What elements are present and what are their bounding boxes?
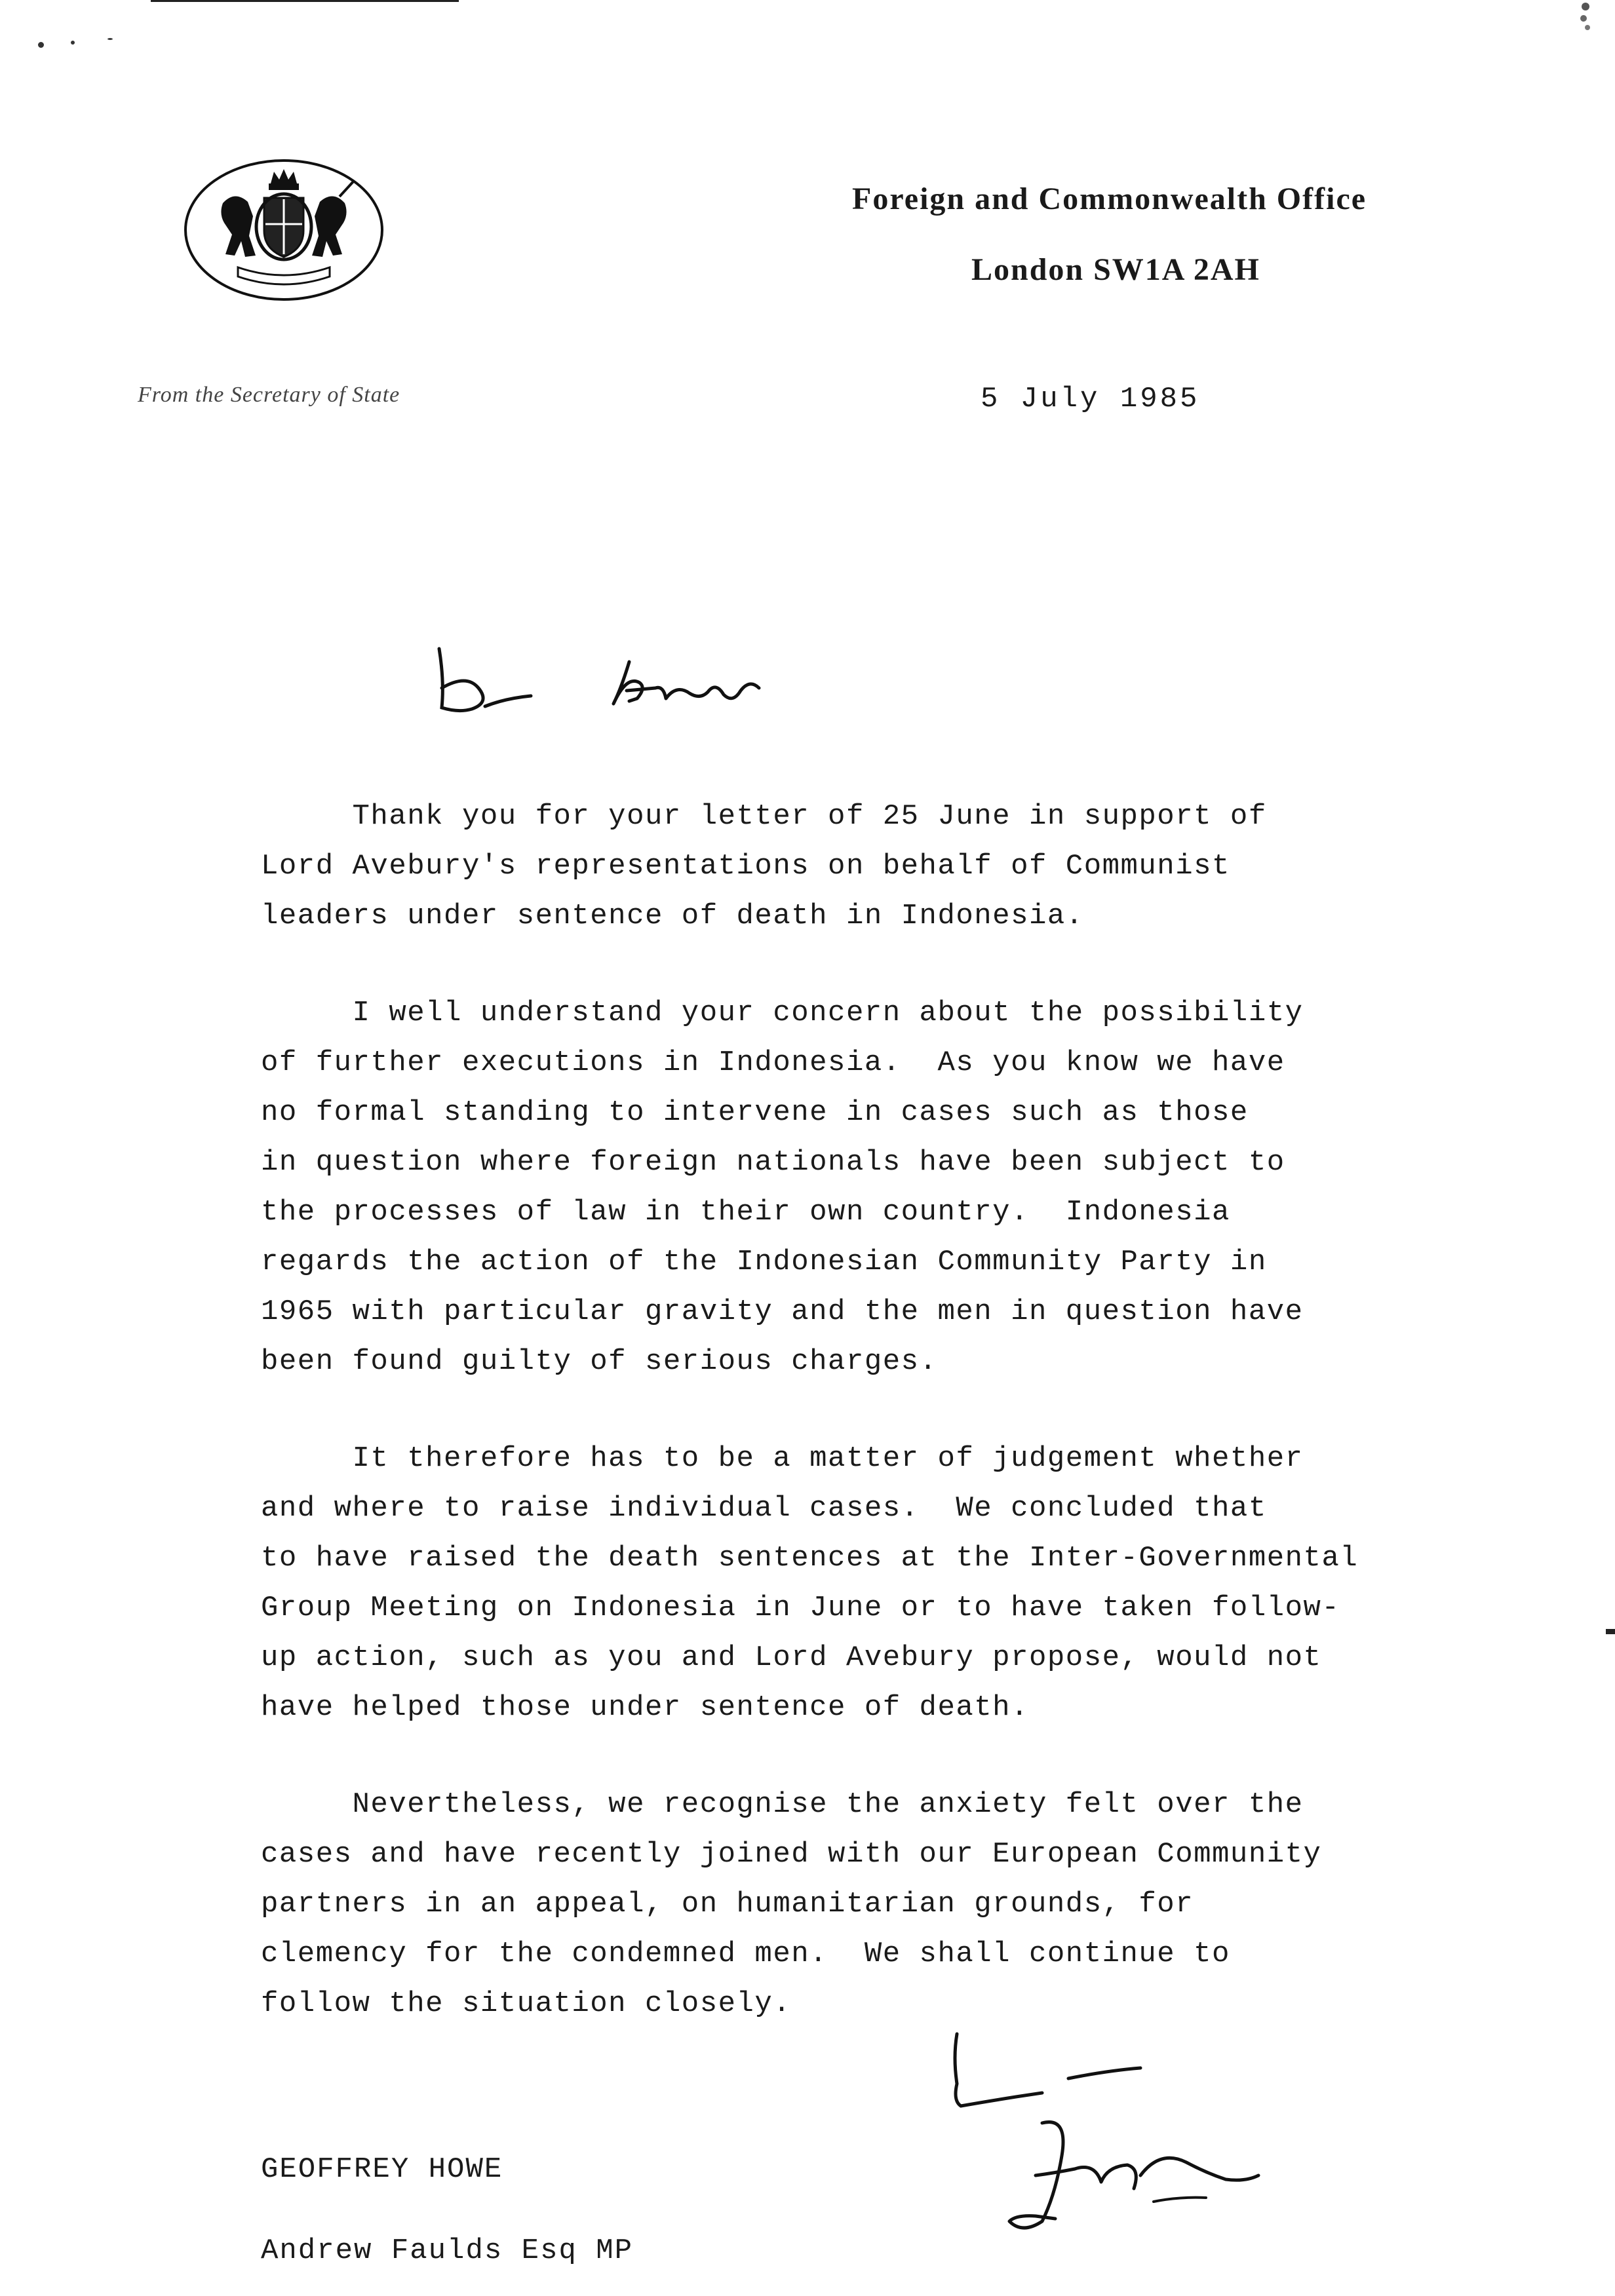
body-line: been found guilty of serious charges. [261,1345,938,1378]
body-line: clemency for the condemned men. We shall continue to [261,1938,1230,1970]
body-line: leaders under sentence of death in Indonesia. [261,900,1084,932]
body-line: I well understand your concern about the possibility [261,997,1304,1029]
body-line: regards the action of the Indonesian Community Party in [261,1246,1267,1278]
body-line: the processes of law in their own country. Indonesia [261,1196,1230,1229]
body-line: to have raised the death sentences at the Inter-Governmental [261,1542,1359,1575]
signatory-name: GEOFFREY HOWE [261,2153,503,2186]
scan-corner-mark [1576,0,1595,39]
scan-edge-line [151,0,459,2]
recipient-name: Andrew Faulds Esq MP [261,2234,634,2267]
body-line: follow the situation closely. [261,1987,792,2020]
paragraph [261,792,1467,941]
paragraph [261,1434,1467,1732]
body-line: Thank you for your letter of 25 June in support of [261,800,1267,833]
royal-coat-of-arms-icon [182,157,385,303]
scan-speck [107,38,113,40]
handwritten-salutation [433,636,773,740]
scan-speck [38,42,44,48]
letterhead-office: Foreign and Commonwealth Office [852,182,1367,216]
body-line: 1965 with particular gravity and the men in question have [261,1295,1304,1328]
letterhead-address: London SW1A 2AH [971,252,1260,287]
body-line: have helped those under sentence of death. [261,1691,1029,1724]
body-line: up action, such as you and Lord Avebury propose, would not [261,1641,1322,1674]
margin-mark [1606,1629,1615,1634]
body-line: Nevertheless, we recognise the anxiety felt over the [261,1788,1304,1821]
paragraph [261,988,1467,1387]
handwritten-signature [944,2025,1403,2261]
paragraph [261,1780,1467,2029]
letter-date: 5 July 1985 [981,383,1200,415]
body-line: in question where foreign nationals have been subject to [261,1146,1285,1179]
body-line: It therefore has to be a matter of judgement whether [261,1442,1304,1475]
from-line: From the Secretary of State [138,383,400,407]
body-line: of further executions in Indonesia. As you know we have [261,1046,1285,1079]
body-line: cases and have recently joined with our European Community [261,1838,1322,1871]
body-line: no formal standing to intervene in cases such as those [261,1096,1249,1129]
body-line: partners in an appeal, on humanitarian grounds, for [261,1888,1194,1921]
letter-body [261,792,1467,2076]
body-line: Group Meeting on Indonesia in June or to have taken follow- [261,1592,1340,1624]
body-line: and where to raise individual cases. We concluded that [261,1492,1267,1525]
scan-speck [71,41,75,45]
body-line: Lord Avebury's representations on behalf of Communist [261,850,1230,883]
